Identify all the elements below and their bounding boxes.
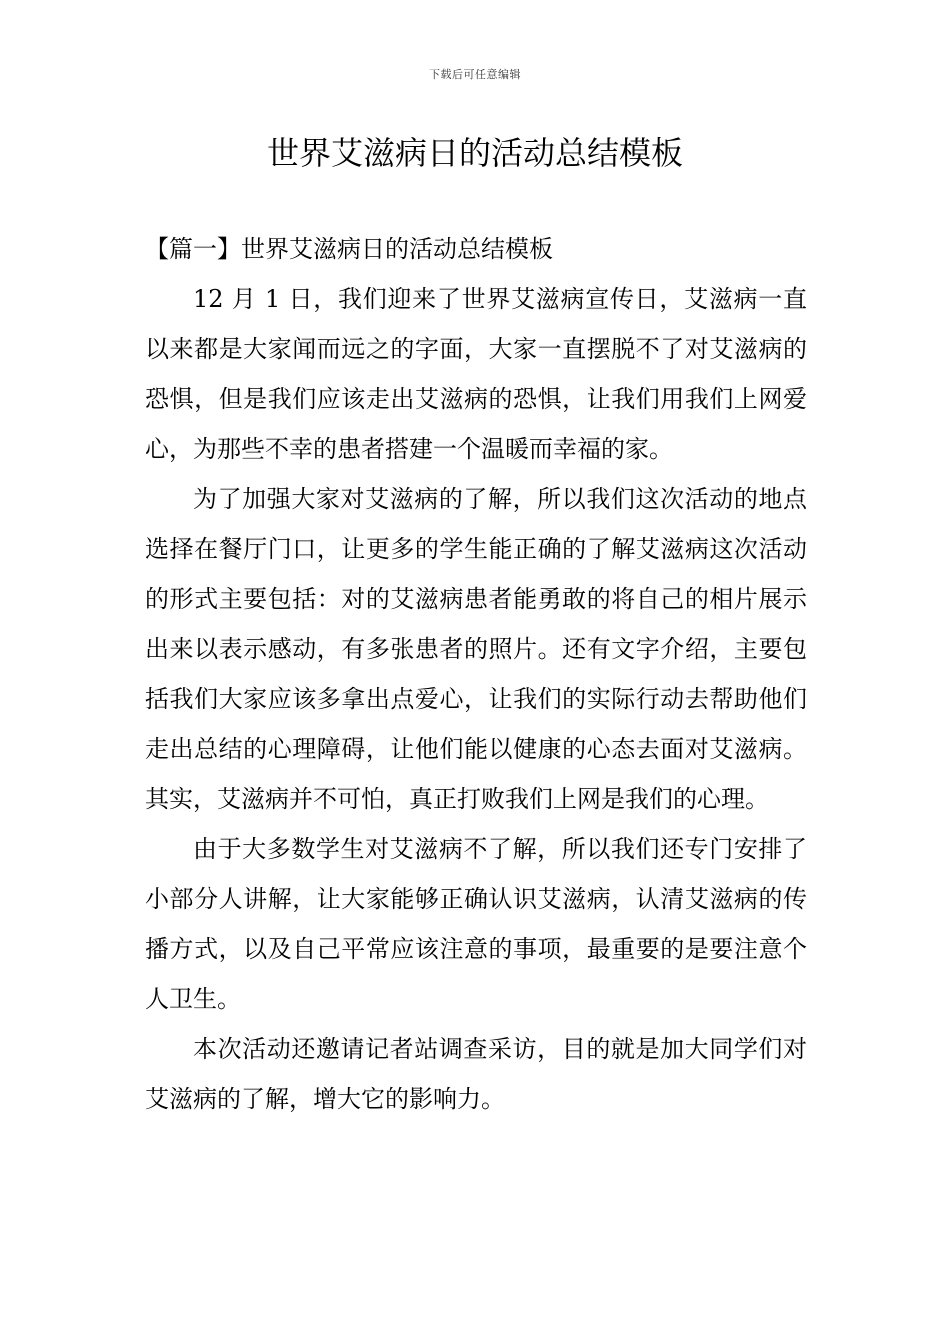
paragraph: 为了加强大家对艾滋病的了解，所以我们这次活动的地点选择在餐厅门口，让更多的学生能正确的了解艾滋病这次活动的形式主要包括：对的艾滋病患者能勇敢的将自己的相片展示出来以表示感动，有多张患者的照片。还有文字介绍，主要包括我们大家应该多拿出点爱心，让我们的实际行动去帮助他们走出总结的心理障碍，让他们能以健康的心态去面对艾滋病。其实，艾滋病并不可怕，真正打败我们上网是我们的心理。 [145,485,807,813]
document-body [145,224,807,1124]
paragraph: 12 月 1 日，我们迎来了世界艾滋病宣传日，艾滋病一直以来都是大家闻而远之的字面，大家一直摆脱不了对艾滋病的恐惧，但是我们应该走出艾滋病的恐惧，让我们用我们上网爱心，为那些不幸的患者搭建一个温暖而幸福的家。 [145,285,807,463]
paragraph: 由于大多数学生对艾滋病不了解，所以我们还专门安排了小部分人讲解，让大家能够正确认识艾滋病，认清艾滋病的传播方式，以及自己平常应该注意的事项，最重要的是要注意个人卫生。 [145,835,807,1013]
document-title: 世界艾滋病日的活动总结模板 [266,134,683,172]
section-heading: 【篇一】世界艾滋病日的活动总结模板 [145,235,553,263]
paragraph: 本次活动还邀请记者站调查采访，目的就是加大同学们对艾滋病的了解，增大它的影响力。 [145,1035,807,1113]
header-note: 下载后可任意编辑 [429,68,521,81]
